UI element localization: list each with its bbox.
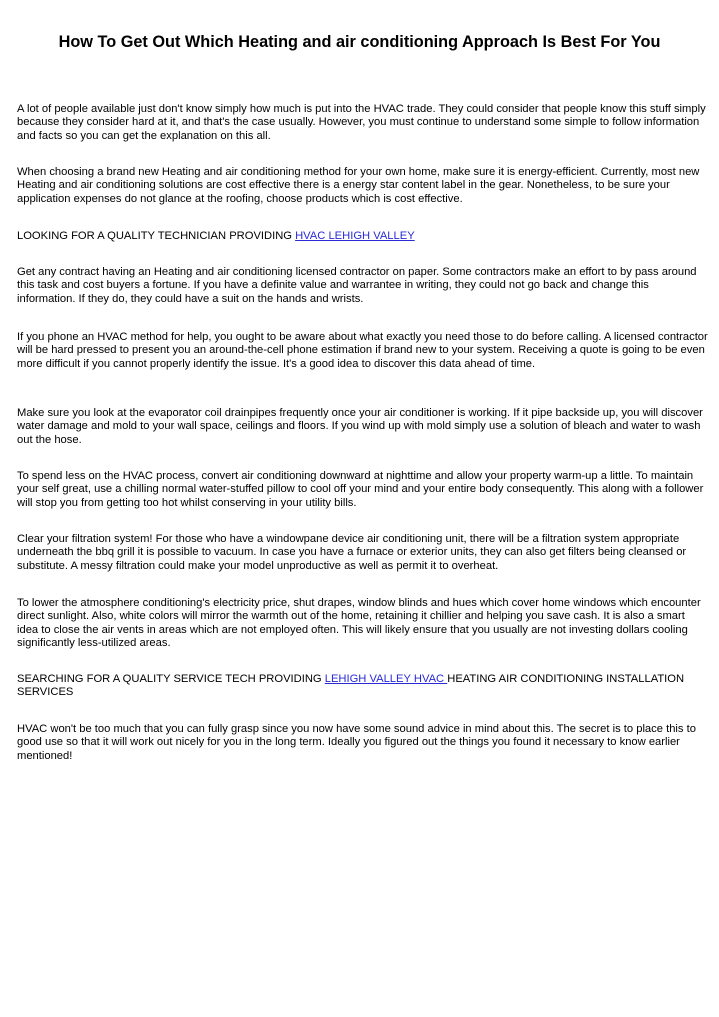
paragraph-energy-efficient: When choosing a brand new Heating and air conditioning method for your own home, make sure it is energy-efficient. Currently, most new Heating and air conditioning solutions are cost effective there is a energy star content label in the gear. Nonetheless, to be sure your application expenses do not glance at the roofing, choose products which is cost effective. (17, 166, 700, 205)
promo-text: LOOKING FOR A QUALITY TECHNICIAN PROVIDING (17, 230, 296, 242)
paragraph-filtration: Clear your filtration system! For those who have a windowpane device air conditioning unit, there will be a filtration system appropriate underneath the bbq grill it is possible to vacuum. In case you have a furnace or exterior units, they can also get filters being cleansed or substitute. A messy filtration could make your model unproductive as well as permit it to overheat. (17, 533, 687, 572)
hvac-lehigh-valley-link[interactable]: HVAC LEHIGH VALLEY (295, 230, 415, 242)
paragraph-phone-estimate: If you phone an HVAC method for help, you ought to be aware about what exactly you need those to do before calling. A licensed contractor will be hard pressed to present you an around-the-cell phone estimation if brand new to your system. Receiving a quote is going to be even more difficult if you cannot properly identify the issue. It's a good idea to discover this data ahead of time. (17, 331, 708, 370)
promo-line-service-tech (17, 673, 709, 700)
promo-text-after: HEATING AIR CONDITIONING INSTALLATION SERVICES (17, 673, 685, 699)
paragraph-spend-less: To spend less on the HVAC process, convert air conditioning downward at nighttime and allow your property warm-up a little. To maintain your self great, use a chilling normal water-stuffed pillow to cool off your mind and your entire body consequently. This along with a follower will stop you from getting too hot whilst conserving in your utility bills. (17, 470, 704, 509)
lehigh-valley-hvac-link[interactable]: LEHIGH VALLEY HVAC (324, 673, 448, 685)
paragraph-intro: A lot of people available just don't know simply how much is put into the HVAC trade. They could consider that people know this stuff simply because they consider hard at it, and that's the case usually. However, you must continue to understand some simple to follow information and facts so you can get the explanation on this all. (17, 103, 706, 142)
paragraph-contract: Get any contract having an Heating and air conditioning licensed contractor on paper. Some contractors make an effort to by pass around this task and cost buyers a fortune. If you have a definite value and warrantee in writing, they could not go back and change this information. If they do, they could have a suit on the hands and wrists. (17, 266, 697, 305)
page-title: How To Get Out Which Heating and air conditioning Approach Is Best For You (58, 33, 661, 51)
paragraph-electricity-price: To lower the atmosphere conditioning's electricity price, shut drapes, window blinds and hues which cover home windows which encounter direct sunlight. Also, white colors will mirror the warmth out of the home, retaining it chillier and helping you save cash. It is also a smart idea to close the air vents in areas which are not employed often. This will likely ensure that you usually are not investing dollars cooling significantly less-utilized areas. (17, 597, 701, 649)
paragraph-conclusion: HVAC won't be too much that you can fully grasp since you now have some sound advice in mind about this. The secret is to place this to good use so that it will work out nicely for you in the long term. Ideally you figured out the things you found it necessary to know earlier mentioned! (17, 723, 696, 762)
paragraph-drainpipes: Make sure you look at the evaporator coil drainpipes frequently once your air conditioner is working. If it pipe backside up, you will discover water damage and mold to your wall space, ceilings and floors. If you wind up with mold simply use a solution of bleach and water to wash out the hose. (17, 407, 703, 446)
promo-text: SEARCHING FOR A QUALITY SERVICE TECH PROVIDING (17, 673, 325, 685)
promo-line-technician (17, 230, 709, 243)
